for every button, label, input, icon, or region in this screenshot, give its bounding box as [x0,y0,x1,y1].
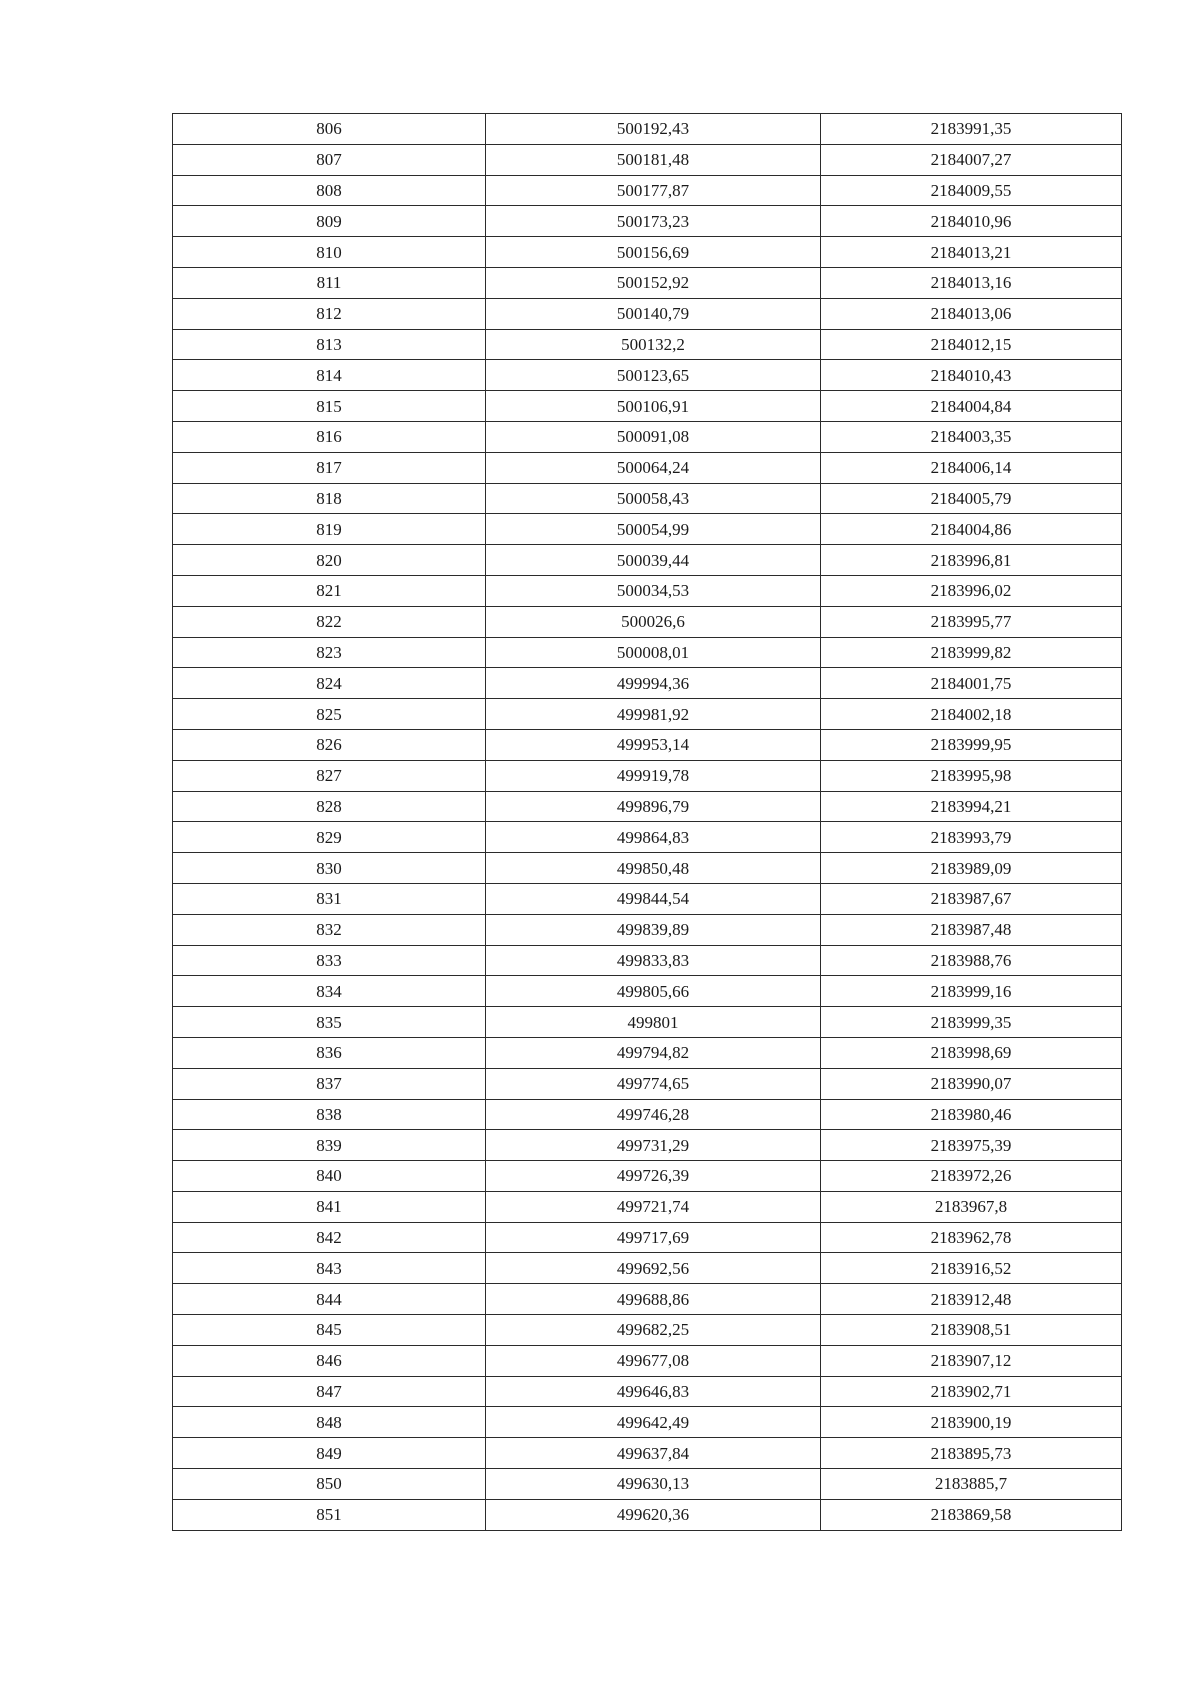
point-number-cell: 807 [173,144,486,175]
table-row [173,206,1122,237]
table-row [173,1068,1122,1099]
y-coordinate-cell: 2183907,12 [821,1345,1122,1376]
x-coordinate-cell: 500140,79 [486,298,821,329]
point-number-cell: 842 [173,1222,486,1253]
table-row [173,1376,1122,1407]
table-row [173,976,1122,1007]
table-row [173,575,1122,606]
y-coordinate-cell: 2183962,78 [821,1222,1122,1253]
point-number-cell: 837 [173,1068,486,1099]
point-number-cell: 824 [173,668,486,699]
point-number-cell: 813 [173,329,486,360]
y-coordinate-cell: 2183980,46 [821,1099,1122,1130]
table-row [173,791,1122,822]
point-number-cell: 812 [173,298,486,329]
y-coordinate-cell: 2184002,18 [821,699,1122,730]
x-coordinate-cell: 499919,78 [486,760,821,791]
table-row [173,914,1122,945]
table-row [173,267,1122,298]
point-number-cell: 820 [173,545,486,576]
y-coordinate-cell: 2183916,52 [821,1253,1122,1284]
table-row [173,945,1122,976]
table-row [173,1007,1122,1038]
table-row [173,606,1122,637]
x-coordinate-cell: 499682,25 [486,1315,821,1346]
point-number-cell: 830 [173,853,486,884]
x-coordinate-cell: 499646,83 [486,1376,821,1407]
y-coordinate-cell: 2184012,15 [821,329,1122,360]
x-coordinate-cell: 500106,91 [486,391,821,422]
y-coordinate-cell: 2183895,73 [821,1438,1122,1469]
y-coordinate-cell: 2183902,71 [821,1376,1122,1407]
y-coordinate-cell: 2183995,98 [821,760,1122,791]
x-coordinate-cell: 499801 [486,1007,821,1038]
x-coordinate-cell: 499994,36 [486,668,821,699]
y-coordinate-cell: 2184001,75 [821,668,1122,699]
table-row [173,1499,1122,1530]
y-coordinate-cell: 2183988,76 [821,945,1122,976]
table-row [173,175,1122,206]
point-number-cell: 833 [173,945,486,976]
table-row [173,1253,1122,1284]
y-coordinate-cell: 2184005,79 [821,483,1122,514]
x-coordinate-cell: 499844,54 [486,883,821,914]
point-number-cell: 819 [173,514,486,545]
point-number-cell: 809 [173,206,486,237]
x-coordinate-cell: 500177,87 [486,175,821,206]
table-row [173,114,1122,145]
x-coordinate-cell: 499794,82 [486,1037,821,1068]
coordinates-table [172,113,1122,1531]
y-coordinate-cell: 2183908,51 [821,1315,1122,1346]
table-row [173,1345,1122,1376]
y-coordinate-cell: 2183993,79 [821,822,1122,853]
y-coordinate-cell: 2184003,35 [821,421,1122,452]
y-coordinate-cell: 2183900,19 [821,1407,1122,1438]
x-coordinate-cell: 500064,24 [486,452,821,483]
x-coordinate-cell: 499953,14 [486,729,821,760]
table-row [173,1099,1122,1130]
y-coordinate-cell: 2183996,02 [821,575,1122,606]
table-row [173,1191,1122,1222]
y-coordinate-cell: 2183975,39 [821,1130,1122,1161]
x-coordinate-cell: 499839,89 [486,914,821,945]
y-coordinate-cell: 2183994,21 [821,791,1122,822]
x-coordinate-cell: 499746,28 [486,1099,821,1130]
point-number-cell: 844 [173,1284,486,1315]
x-coordinate-cell: 499726,39 [486,1161,821,1192]
x-coordinate-cell: 499620,36 [486,1499,821,1530]
y-coordinate-cell: 2184004,86 [821,514,1122,545]
point-number-cell: 814 [173,360,486,391]
x-coordinate-cell: 499717,69 [486,1222,821,1253]
table-row [173,883,1122,914]
point-number-cell: 810 [173,237,486,268]
x-coordinate-cell: 500192,43 [486,114,821,145]
y-coordinate-cell: 2184013,06 [821,298,1122,329]
x-coordinate-cell: 500123,65 [486,360,821,391]
table-row [173,729,1122,760]
point-number-cell: 816 [173,421,486,452]
table-row [173,237,1122,268]
x-coordinate-cell: 499721,74 [486,1191,821,1222]
x-coordinate-cell: 500026,6 [486,606,821,637]
point-number-cell: 850 [173,1469,486,1500]
y-coordinate-cell: 2183999,95 [821,729,1122,760]
point-number-cell: 851 [173,1499,486,1530]
x-coordinate-cell: 500152,92 [486,267,821,298]
x-coordinate-cell: 499692,56 [486,1253,821,1284]
y-coordinate-cell: 2184007,27 [821,144,1122,175]
point-number-cell: 845 [173,1315,486,1346]
y-coordinate-cell: 2183990,07 [821,1068,1122,1099]
x-coordinate-cell: 499850,48 [486,853,821,884]
point-number-cell: 817 [173,452,486,483]
y-coordinate-cell: 2183999,16 [821,976,1122,1007]
x-coordinate-cell: 499731,29 [486,1130,821,1161]
point-number-cell: 835 [173,1007,486,1038]
x-coordinate-cell: 500156,69 [486,237,821,268]
y-coordinate-cell: 2184010,43 [821,360,1122,391]
point-number-cell: 843 [173,1253,486,1284]
table-row [173,421,1122,452]
table-row [173,1438,1122,1469]
point-number-cell: 831 [173,883,486,914]
x-coordinate-cell: 500058,43 [486,483,821,514]
point-number-cell: 847 [173,1376,486,1407]
x-coordinate-cell: 499981,92 [486,699,821,730]
point-number-cell: 806 [173,114,486,145]
y-coordinate-cell: 2184013,16 [821,267,1122,298]
table-row [173,1037,1122,1068]
table-row [173,668,1122,699]
point-number-cell: 818 [173,483,486,514]
y-coordinate-cell: 2183995,77 [821,606,1122,637]
point-number-cell: 822 [173,606,486,637]
y-coordinate-cell: 2183999,35 [821,1007,1122,1038]
table-row [173,298,1122,329]
table-row [173,1469,1122,1500]
point-number-cell: 839 [173,1130,486,1161]
point-number-cell: 840 [173,1161,486,1192]
y-coordinate-cell: 2183991,35 [821,114,1122,145]
table-row [173,853,1122,884]
point-number-cell: 849 [173,1438,486,1469]
y-coordinate-cell: 2183885,7 [821,1469,1122,1500]
point-number-cell: 836 [173,1037,486,1068]
table-row [173,1315,1122,1346]
table-row [173,360,1122,391]
y-coordinate-cell: 2183987,48 [821,914,1122,945]
y-coordinate-cell: 2184013,21 [821,237,1122,268]
y-coordinate-cell: 2183912,48 [821,1284,1122,1315]
point-number-cell: 821 [173,575,486,606]
table-row [173,1407,1122,1438]
y-coordinate-cell: 2184004,84 [821,391,1122,422]
point-number-cell: 828 [173,791,486,822]
table-row [173,483,1122,514]
table-row [173,391,1122,422]
table-row [173,452,1122,483]
table-row [173,514,1122,545]
point-number-cell: 825 [173,699,486,730]
x-coordinate-cell: 499677,08 [486,1345,821,1376]
x-coordinate-cell: 500091,08 [486,421,821,452]
x-coordinate-cell: 499642,49 [486,1407,821,1438]
x-coordinate-cell: 499688,86 [486,1284,821,1315]
x-coordinate-cell: 499630,13 [486,1469,821,1500]
table-row [173,1284,1122,1315]
y-coordinate-cell: 2183998,69 [821,1037,1122,1068]
table-row [173,699,1122,730]
table-row [173,1161,1122,1192]
y-coordinate-cell: 2183987,67 [821,883,1122,914]
x-coordinate-cell: 500054,99 [486,514,821,545]
x-coordinate-cell: 499896,79 [486,791,821,822]
y-coordinate-cell: 2184009,55 [821,175,1122,206]
point-number-cell: 834 [173,976,486,1007]
x-coordinate-cell: 499774,65 [486,1068,821,1099]
x-coordinate-cell: 500173,23 [486,206,821,237]
x-coordinate-cell: 500034,53 [486,575,821,606]
x-coordinate-cell: 500039,44 [486,545,821,576]
y-coordinate-cell: 2184010,96 [821,206,1122,237]
y-coordinate-cell: 2183989,09 [821,853,1122,884]
table-row [173,637,1122,668]
table-row [173,1130,1122,1161]
y-coordinate-cell: 2183999,82 [821,637,1122,668]
table-row [173,144,1122,175]
table-row [173,760,1122,791]
point-number-cell: 811 [173,267,486,298]
y-coordinate-cell: 2183869,58 [821,1499,1122,1530]
coordinates-table-body [173,114,1122,1531]
table-row [173,1222,1122,1253]
x-coordinate-cell: 500132,2 [486,329,821,360]
point-number-cell: 815 [173,391,486,422]
point-number-cell: 823 [173,637,486,668]
point-number-cell: 848 [173,1407,486,1438]
y-coordinate-cell: 2183967,8 [821,1191,1122,1222]
x-coordinate-cell: 500008,01 [486,637,821,668]
point-number-cell: 827 [173,760,486,791]
x-coordinate-cell: 499637,84 [486,1438,821,1469]
point-number-cell: 826 [173,729,486,760]
x-coordinate-cell: 499864,83 [486,822,821,853]
point-number-cell: 846 [173,1345,486,1376]
point-number-cell: 808 [173,175,486,206]
table-row [173,329,1122,360]
x-coordinate-cell: 499805,66 [486,976,821,1007]
x-coordinate-cell: 499833,83 [486,945,821,976]
y-coordinate-cell: 2184006,14 [821,452,1122,483]
point-number-cell: 838 [173,1099,486,1130]
table-row [173,545,1122,576]
point-number-cell: 841 [173,1191,486,1222]
table-row [173,822,1122,853]
point-number-cell: 829 [173,822,486,853]
y-coordinate-cell: 2183996,81 [821,545,1122,576]
x-coordinate-cell: 500181,48 [486,144,821,175]
point-number-cell: 832 [173,914,486,945]
y-coordinate-cell: 2183972,26 [821,1161,1122,1192]
